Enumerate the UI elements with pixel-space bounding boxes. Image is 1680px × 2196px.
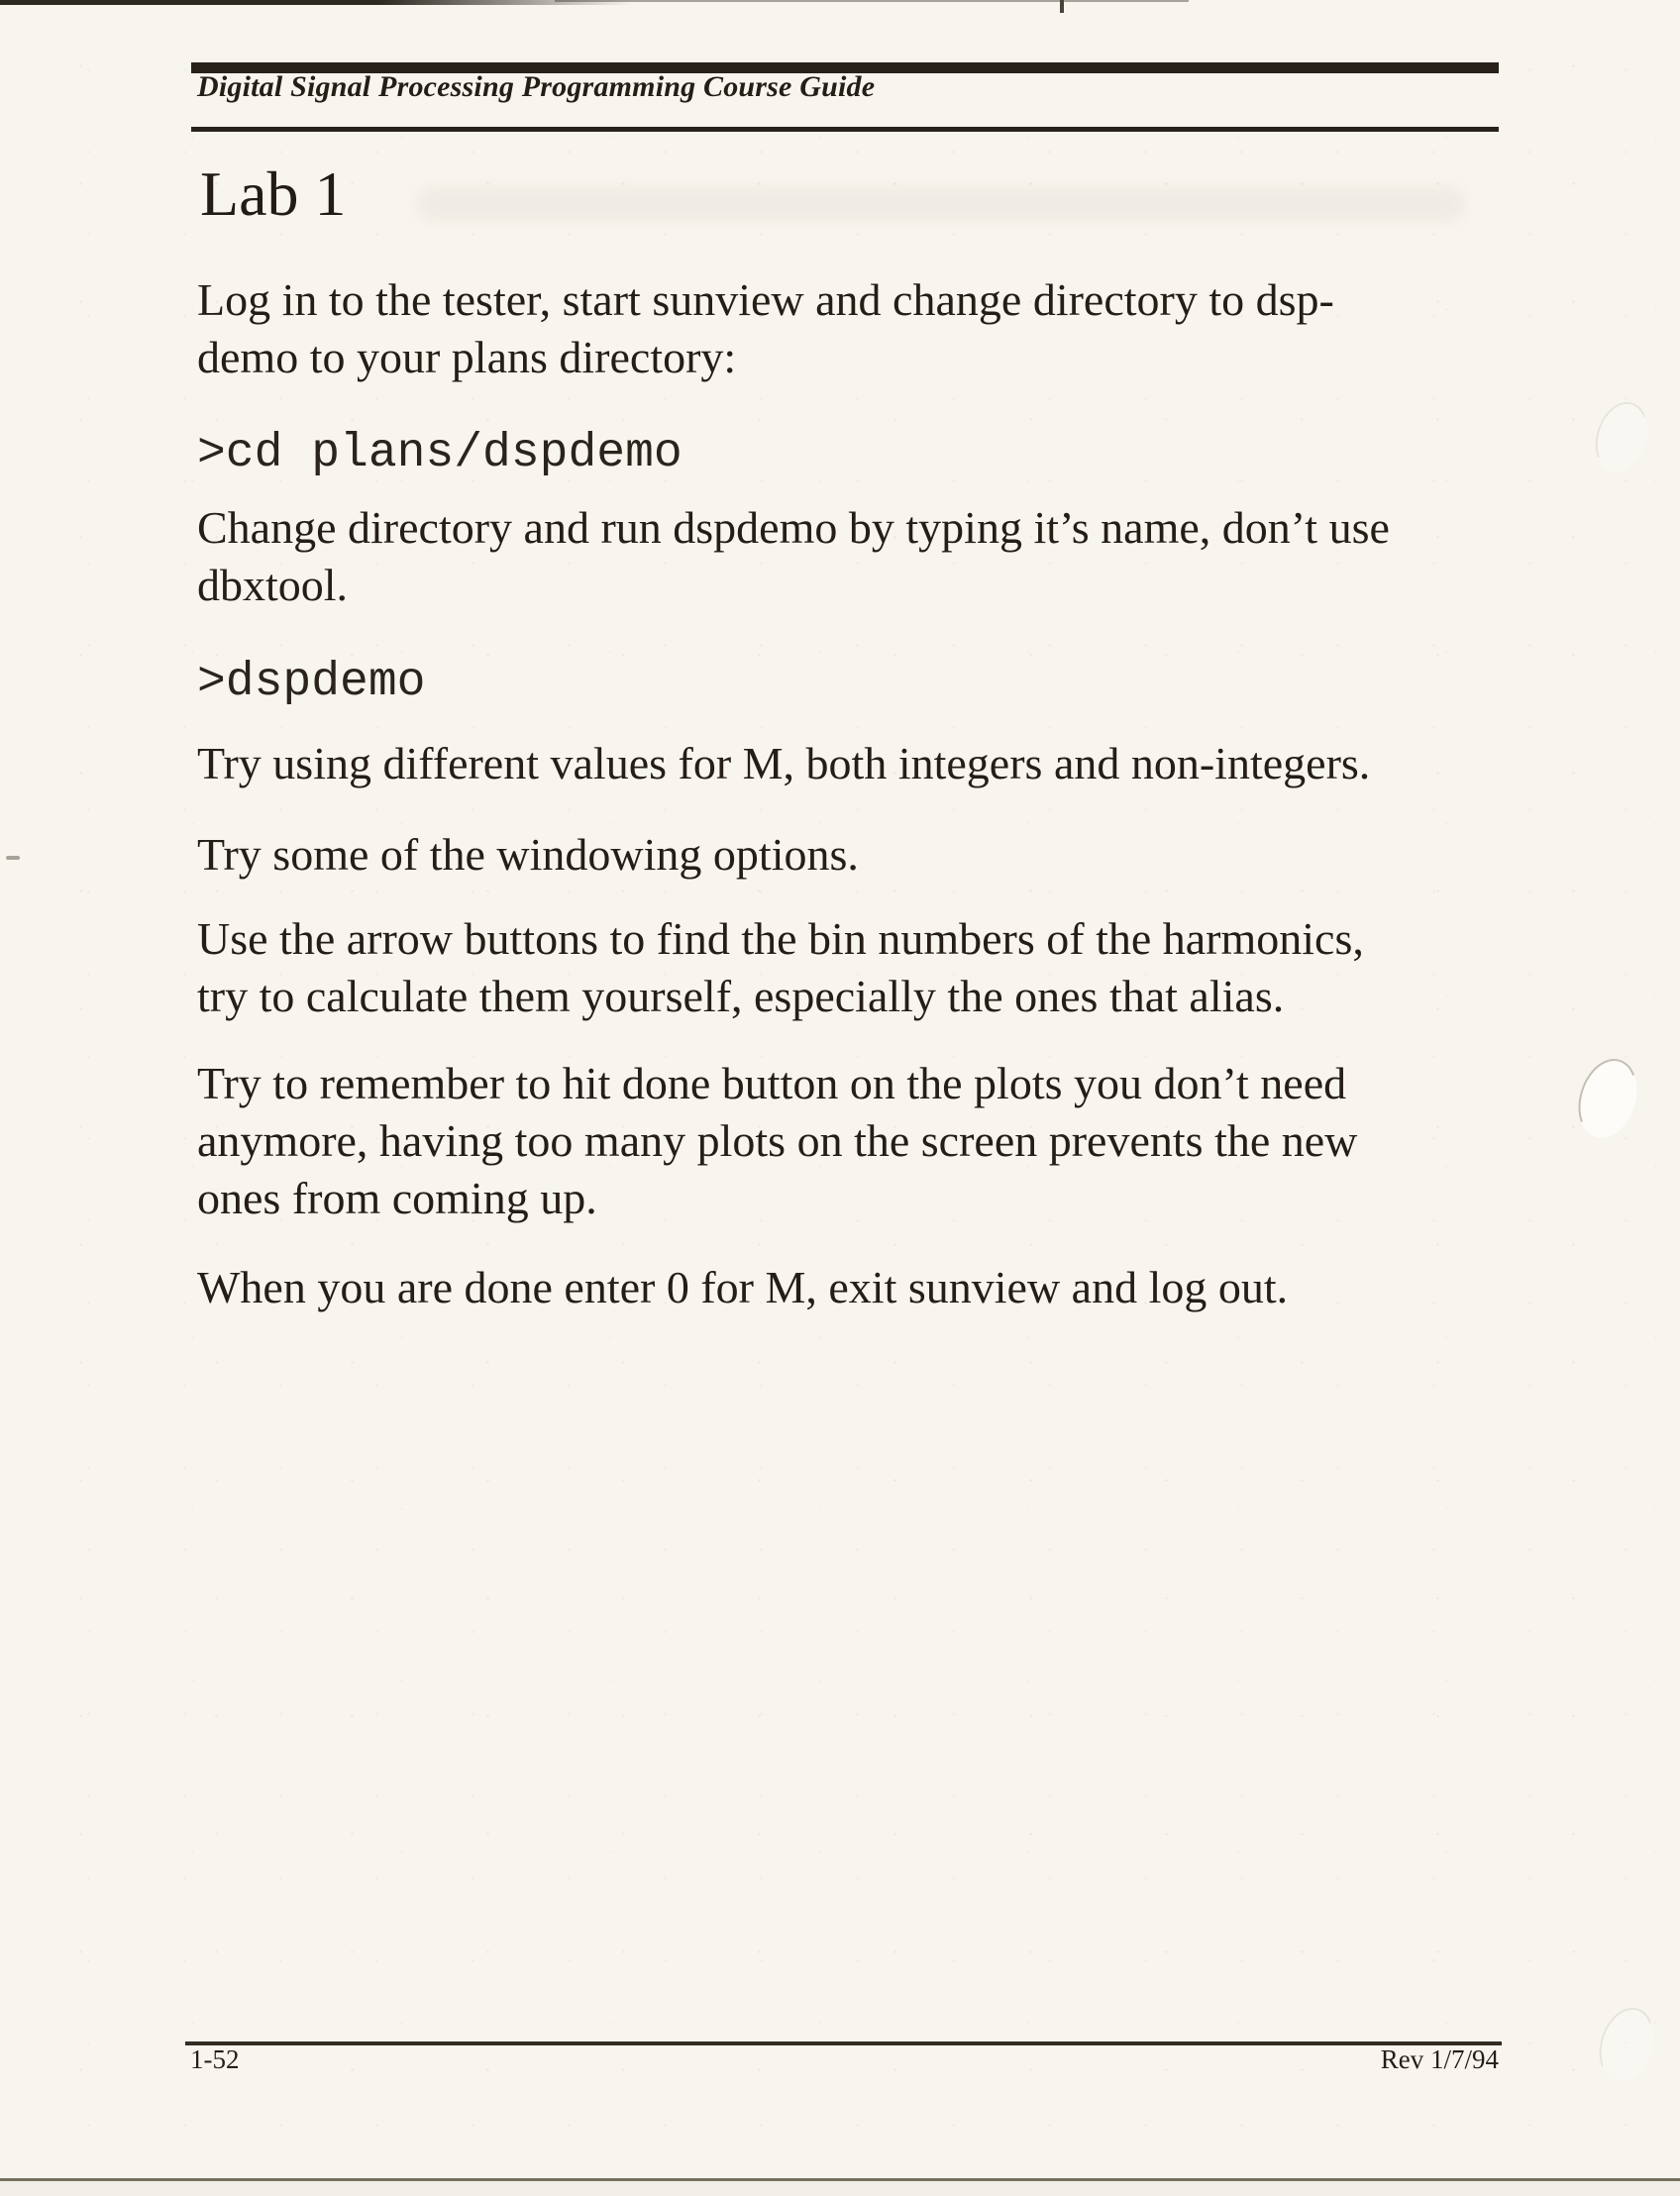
text-line: Try to remember to hit done button on the plots you don’t need xyxy=(197,1058,1347,1108)
text-line: Try using different values for M, both integers and non-integers. xyxy=(197,738,1371,788)
text-line: anymore, having too many plots on the screen prevents the new xyxy=(197,1115,1358,1166)
code-line: >dspdemo xyxy=(197,656,426,709)
text-line: dbxtool. xyxy=(197,560,349,610)
scan-artifact-top-edge xyxy=(0,0,634,5)
scan-artifact-below-edge xyxy=(0,2181,1680,2196)
scan-artifact-speck xyxy=(6,856,20,860)
text-line: try to calculate them yourself, especially the ones that alias. xyxy=(197,971,1285,1021)
page-title: Lab 1 xyxy=(200,158,347,229)
text-line: ones from coming up. xyxy=(197,1173,597,1223)
scan-artifact-top-line xyxy=(555,0,1189,2)
punch-hole-shadow-middle xyxy=(1569,1051,1647,1145)
punch-hole-shadow-bottom xyxy=(1591,2001,1663,2088)
text-line: When you are done enter 0 for M, exit sunview and log out. xyxy=(197,1262,1289,1312)
running-header-title: Digital Signal Processing Programming Course Guide xyxy=(197,70,876,103)
scan-artifact-bleedthrough xyxy=(416,186,1466,222)
paragraph xyxy=(197,1259,1288,1316)
code-line: >cd plans/dspdemo xyxy=(197,427,682,480)
punch-hole-shadow-top xyxy=(1587,395,1656,478)
scan-artifact-top-tick xyxy=(1060,0,1064,13)
paragraph xyxy=(197,499,1390,614)
text-line: Log in to the tester, start sunview and change directory to dsp- xyxy=(197,274,1334,325)
text-line: demo to your plans directory: xyxy=(197,332,737,382)
header-rule-bottom xyxy=(191,127,1499,132)
paragraph xyxy=(197,271,1334,386)
footer-rule xyxy=(185,2041,1502,2045)
footer-page-number: 1-52 xyxy=(190,2044,240,2074)
text-line: Change directory and run dspdemo by typing it’s name, don’t use xyxy=(197,502,1390,553)
paragraph xyxy=(197,826,859,884)
text-line: Try some of the windowing options. xyxy=(197,829,859,880)
text-line: Use the arrow buttons to find the bin numbers of the harmonics, xyxy=(197,913,1364,964)
paragraph xyxy=(197,735,1370,792)
paragraph xyxy=(197,1055,1357,1227)
footer-revision: Rev 1/7/94 xyxy=(1380,2044,1499,2074)
paragraph xyxy=(197,910,1364,1025)
